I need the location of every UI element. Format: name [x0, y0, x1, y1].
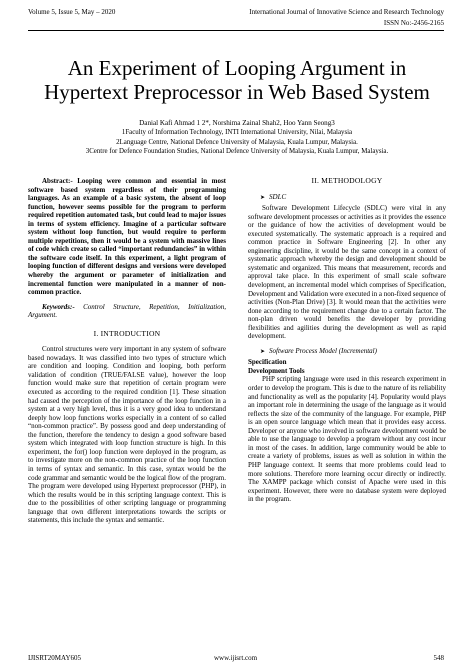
- title-line-1: An Experiment of Looping Argument in: [67, 56, 407, 80]
- author-names: Danial Kafi Ahmad 1 2*, Norshima Zainal Shah2, Hoo Yann Seong3: [139, 119, 335, 127]
- title-line-2: Hypertext Preprocessor in Web Based System: [44, 80, 430, 104]
- affiliation-1: 1Faculty of Information Technology, INTI International University, Nilai, Malaysia: [121, 129, 353, 137]
- sdlc-text: Software Development Lifecycle (SDLC) were vital in any software development processes or activities as it provides the essence or the guidance of how the activities of development would be executed systematically. The systematic approach is a required and common practice in Software Engineering [2]. In other any engineering discipline, it would be the same concept in a context of systematic approach whereby the design and development should be systematic and organized. This means that measurement, records and approval take place. In this experiment of small scale software development, an incremental model which comprises of Specification, Development and Validation were executed in a non-fixed sequence of activities (Non-Plan Drive) [3]. It would mean that the activities were done according to the requirement change due to a certain factor. The non-plan driven would benefits the developer by providing flexibilities and agilities during the development as well as rapid development.: [248, 204, 446, 341]
- keywords-label: Keywords:-: [42, 302, 75, 311]
- triangle-bullet-icon: ➤: [260, 348, 266, 355]
- keywords: [28, 303, 226, 320]
- volume-info: Volume 5, Issue 5, May – 2020: [28, 8, 116, 16]
- subsection-process-model-label: Software Process Model (Incremental): [269, 346, 377, 355]
- specification-heading: Specification: [248, 358, 287, 367]
- subsection-sdlc: [248, 193, 446, 203]
- subsection-process-model: [248, 347, 446, 357]
- left-column: [28, 177, 226, 525]
- issn: ISSN No:-2456-2165: [383, 19, 444, 27]
- author-block: [20, 119, 454, 157]
- journal-name: International Journal of Innovative Science and Research Technology: [249, 8, 444, 16]
- section-heading-introduction: I. INTRODUCTION: [93, 328, 161, 338]
- development-tools-text: PHP scripting language were used in this research experiment in order to develop the program. This is due to the nature of its reliability and functionality as well as the popularity [4]. Popularity would plays an important role in determining the usage of the language as it would reflects the size of the community of the language. For example, PHP is an open source language which mean that it provides easy access. Developer or anyone who involved in software development would be able to use the language to develop a program without any cost incur in most of the cases. In addition, large community would be able to create a variety of problems, issues as well as solution in within the PHP language context. It seems that more problems could lead to more solutions. Therefore more learning occur directly or indirectly. The XAMPP package which consist of Apache were used in this experiment. However, there were no database system were deployed in the program.: [248, 375, 446, 504]
- paper-title: [20, 56, 454, 104]
- affiliation-3: 3Centre for Defence Foundation Studies, National Defence University of Malaysia, Kuala Lumpur, Malaysia.: [85, 148, 389, 156]
- triangle-bullet-icon: ➤: [260, 194, 266, 201]
- section-heading-methodology: II. METHODOLOGY: [311, 176, 383, 185]
- subsection-sdlc-label: SDLC: [269, 192, 287, 201]
- keywords-text: Control Structure, Repetition, Initialization, Argument.: [28, 302, 226, 320]
- development-tools-heading: Development Tools: [248, 366, 305, 375]
- page-number: 548: [433, 654, 444, 662]
- journal-website: www.ijisrt.com: [214, 654, 258, 662]
- paper-id: IJISRT20MAY605: [28, 654, 81, 662]
- abstract: Abstract:- Looping were common and essential in most software based system regardless of their programming languages. As an example of a basic system, the absent of loop function, however seems possible for the program to perform required repetition automated task, but could lead to major issues in terms of system efficiency. Imagine of a particular software system without loop function, but would require to perform multiple repetitions, then it would be a system with massive lines of code which create so called “important redundancies” in within the software code itself. In this experiment, a light program of looping function of different designs and versions were developed whereby the argument or parameter of initialization and incremental function were manipulated in a manner of non-common practice.: [28, 177, 226, 297]
- right-column: [248, 177, 446, 504]
- header-rule: [28, 30, 444, 31]
- introduction-text: Control structures were very important in any system of software based nowadays. It was classified into two types of structure which are condition and looping. Condition and looping, both perform validation of condition (TRUE/FALSE value), however the loop function would make sure that repetition of certain program were executed as according to the required condition [1]. These situation had caused the perception of the importance of the loop function in a system at a very high level, thus it is a very good idea to understand deeply how loop functions works especially in a content of so called “non-common practice”. By possess good and deep understanding of the function, therefore the tendency to design a good software based system which integrated with loop function structure is high. In this experiment, the for() loop function were deployed in the program, as to investigate more on the non-common practice of the loop function in terms of syntax and semantic. In this case, syntax would be the code grammar and semantic would be the logical flow of the program. The program were developed using Hypertext preprocessor (PHP), in which the results would be in this scripting language context. This is due to the possibilities of other scripting language or programming language that own different interpretations towards the scripts or statements, this include the syntax and semantic.: [28, 345, 226, 525]
- affiliation-2: 2Language Centre, National Defence University of Malaysia, Kuala Lumpur, Malaysia.: [116, 138, 358, 146]
